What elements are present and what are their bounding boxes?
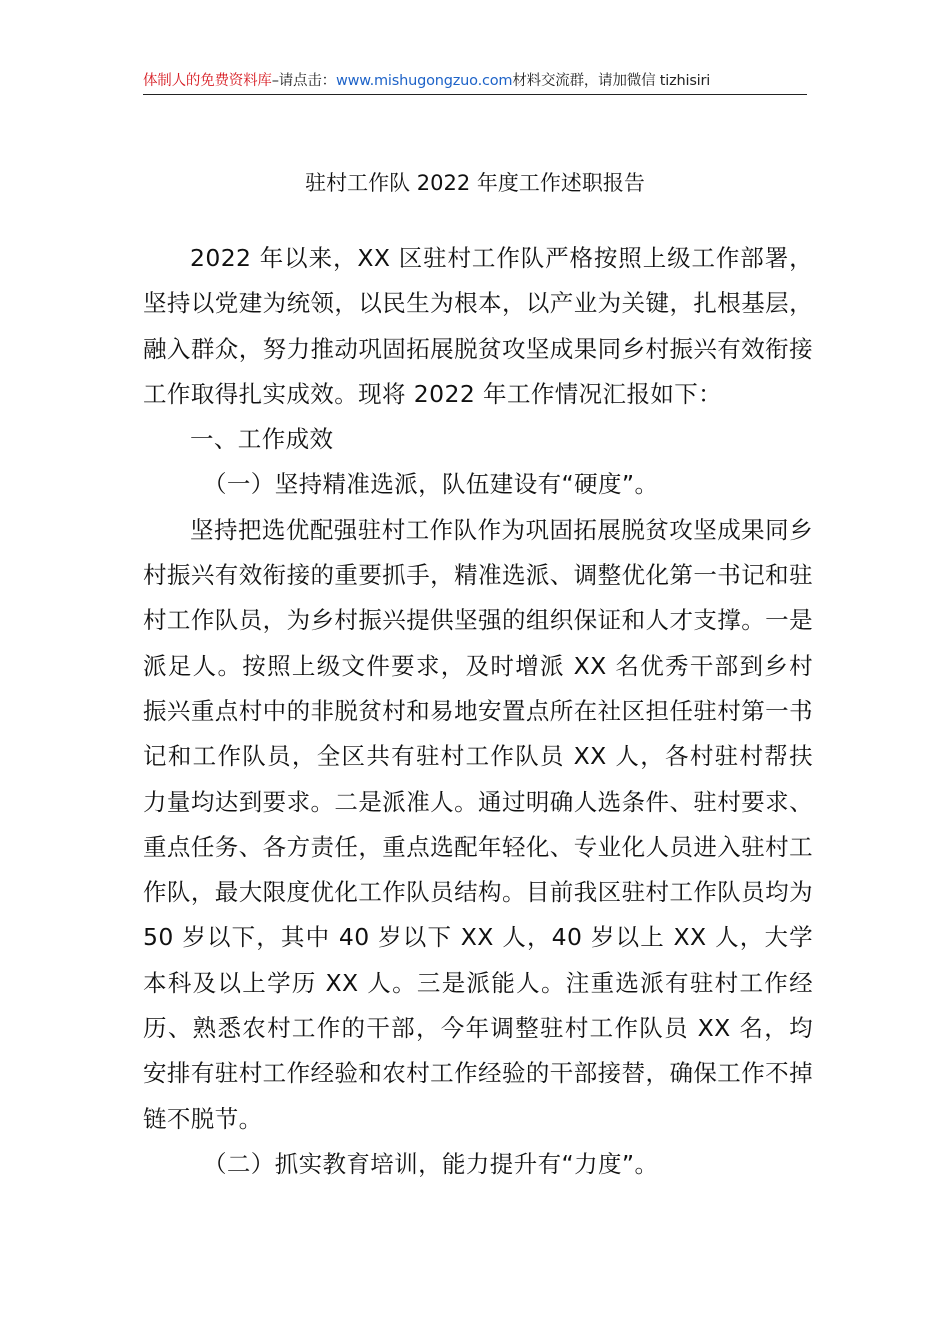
- header-prompt: –请点击：: [271, 73, 336, 89]
- document-body: [143, 236, 813, 1187]
- subsection-heading-2: （二）抓实教育培训，能力提升有“力度”。: [203, 1149, 659, 1178]
- header-url-link[interactable]: www.mishugongzuo.com: [335, 73, 513, 89]
- header-divider: [143, 94, 807, 95]
- page-header: [143, 68, 807, 94]
- header-contact: 材料交流群，请加微信 tizhisiri: [512, 73, 711, 89]
- header-brand: 体制人的免费资料库: [143, 73, 272, 89]
- subsection-heading-1: （一）坚持精准选派，队伍建设有“硬度”。: [203, 470, 659, 499]
- document-title: 驻村工作队 2022 年度工作述职报告: [305, 171, 645, 195]
- body-paragraph: 坚持把选优配强驻村工作队作为巩固拓展脱贫攻坚成果同乡村振兴有效衔接的重要抓手，精准选派、调整优化第一书记和驻村工作队员，为乡村振兴提供坚强的组织保证和人才支撑。一是派足人。按照上级文件要求，及时增派 XX 名优秀干部到乡村振兴重点村中的非脱贫村和易地安置点所在社区担任驻村第一书记和工作队员，全区共有驻村工作队员 XX 人，各村驻村帮扶力量均达到要求。二是派准人。通过明确人选条件、驻村要求、重点任务、各方责任，重点选配年轻化、专业化人员进入驻村工作队，最大限度优化工作队员结构。目前我区驻村工作队员均为 50 岁以下，其中 40 岁以下 XX 人，40 岁以上 XX 人，大学本科及以上学历 XX 人。三是派能人。注重选派有驻村工作经历、熟悉农村工作的干部，今年调整驻村工作队员 XX 名，均安排有驻村工作经验和农村工作经验的干部接替，确保工作不掉链不脱节。: [143, 515, 813, 1133]
- intro-paragraph: 2022 年以来，XX 区驻村工作队严格按照上级工作部署，坚持以党建为统领，以民生为根本，以产业为关键，扎根基层，融入群众，努力推动巩固拓展脱贫攻坚成果同乡村振兴有效衔接工作取得扎实成效。现将 2022 年工作情况汇报如下：: [143, 244, 813, 408]
- section-heading: 一、工作成效: [190, 425, 334, 454]
